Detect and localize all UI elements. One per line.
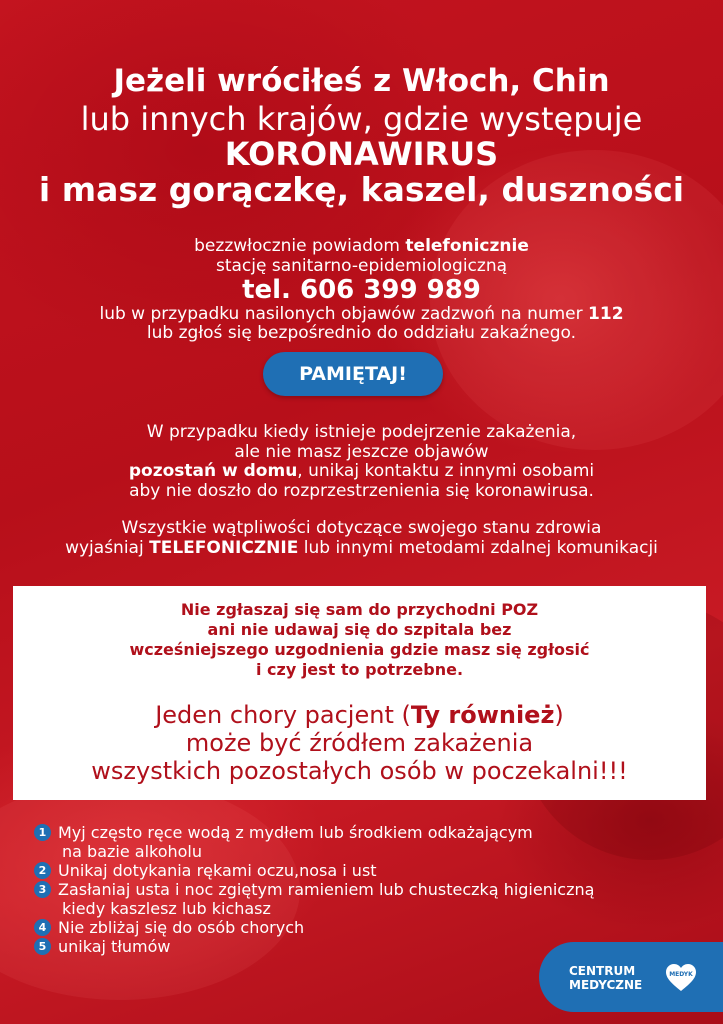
- you-too-bold: Ty również: [410, 701, 555, 729]
- suspicion-line-1: W przypadku kiedy istnieje podejrzenie zakażenia,: [146, 422, 577, 442]
- logo-line-1: CENTRUM: [569, 964, 636, 978]
- doubts-text: lub innymi metodami zdalnej komunikacji: [298, 538, 658, 558]
- suspicion-line-4: aby nie doszło do rozprzestrzenienia się koronawirusa.: [129, 481, 594, 501]
- phone-bold: TELEFONICZNIE: [149, 538, 299, 558]
- instruction-line-2: stację sanitarno-epidemiologiczną: [215, 256, 508, 276]
- warning-line-2: ani nie udawaj się do szpitala bez: [207, 620, 512, 639]
- remember-badge: PAMIĘTAJ!: [263, 352, 443, 396]
- instruction-text: bezzwłocznie powiadom: [194, 236, 406, 256]
- doubts-text: wyjaśniaj: [65, 538, 150, 558]
- number-badge: 2: [34, 862, 51, 879]
- list-item: [34, 918, 694, 937]
- tip-text: unikaj tłumów: [58, 937, 171, 956]
- tip-text-continued: kiedy kaszlesz lub kichasz: [62, 899, 271, 918]
- emergency-number: 112: [588, 304, 624, 324]
- tip-text-continued: na bazie alkoholu: [62, 842, 203, 861]
- tip-text: Zasłaniaj usta i noc zgiętym ramieniem lub chusteczką higieniczną: [58, 880, 595, 899]
- suspicion-text: , unikaj kontaktu z innymi osobami: [297, 461, 595, 481]
- phone-number: tel. 606 399 989: [242, 275, 481, 305]
- patient-text: Jeden chory pacjent (: [155, 701, 411, 729]
- headline-line-1: Jeżeli wróciłeś z Włoch, Chin: [113, 63, 610, 99]
- heart-label: MEDYK: [669, 971, 693, 978]
- patient-line-3: wszystkich pozostałych osób w poczekalni!!!: [91, 757, 628, 785]
- instruction-line-3: [0, 304, 723, 324]
- warning-box: [13, 586, 706, 800]
- centrum-medyczne-logo: [539, 942, 723, 1012]
- tips-list: [34, 823, 694, 956]
- list-item: [34, 880, 694, 918]
- doubts-line-1: Wszystkie wątpliwości dotyczące swojego stanu zdrowia: [121, 518, 602, 538]
- tip-text: Unikaj dotykania rękami oczu,nosa i ust: [58, 861, 377, 880]
- number-badge: 4: [34, 919, 51, 936]
- headline-line-2: lub innych krajów, gdzie występuje: [80, 100, 643, 138]
- warning-line-3: wcześniejszego uzgodnienia gdzie masz się zgłosić: [129, 640, 590, 659]
- suspicion-line-3: [0, 461, 723, 481]
- instruction-line-1: [0, 236, 723, 256]
- headline-coronavirus: KORONAWIRUS: [224, 135, 499, 173]
- stay-home-bold: pozostań w domu: [128, 461, 298, 481]
- instruction-text: lub w przypadku nasilonych objawów zadzwoń na numer: [99, 304, 589, 324]
- doubts-line-2: [0, 538, 723, 558]
- patient-line-2: może być źródłem zakażenia: [185, 729, 534, 757]
- logo-line-2: MEDYCZNE: [569, 978, 643, 992]
- patient-text: ): [554, 701, 564, 729]
- warning-line-1: Nie zgłaszaj się sam do przychodni POZ: [180, 600, 539, 619]
- headline-symptoms: i masz gorączkę, kaszel, duszności: [38, 170, 685, 209]
- instruction-line-4: lub zgłoś się bezpośrednio do oddziału zakaźnego.: [146, 323, 577, 343]
- tip-text: Nie zbliżaj się do osób chorych: [58, 918, 305, 937]
- patient-line-1: [13, 700, 706, 730]
- list-item: [34, 861, 694, 880]
- number-badge: 1: [34, 824, 51, 841]
- list-item: [34, 823, 694, 861]
- warning-line-4: i czy jest to potrzebne.: [255, 660, 464, 679]
- instruction-bold-phone: telefonicznie: [405, 236, 529, 256]
- heart-icon: [665, 963, 697, 993]
- number-badge: 3: [34, 881, 51, 898]
- suspicion-line-2: ale nie masz jeszcze objawów: [234, 442, 489, 462]
- number-badge: 5: [34, 938, 51, 955]
- tip-text: Myj często ręce wodą z mydłem lub środkiem odkażającym: [58, 823, 533, 842]
